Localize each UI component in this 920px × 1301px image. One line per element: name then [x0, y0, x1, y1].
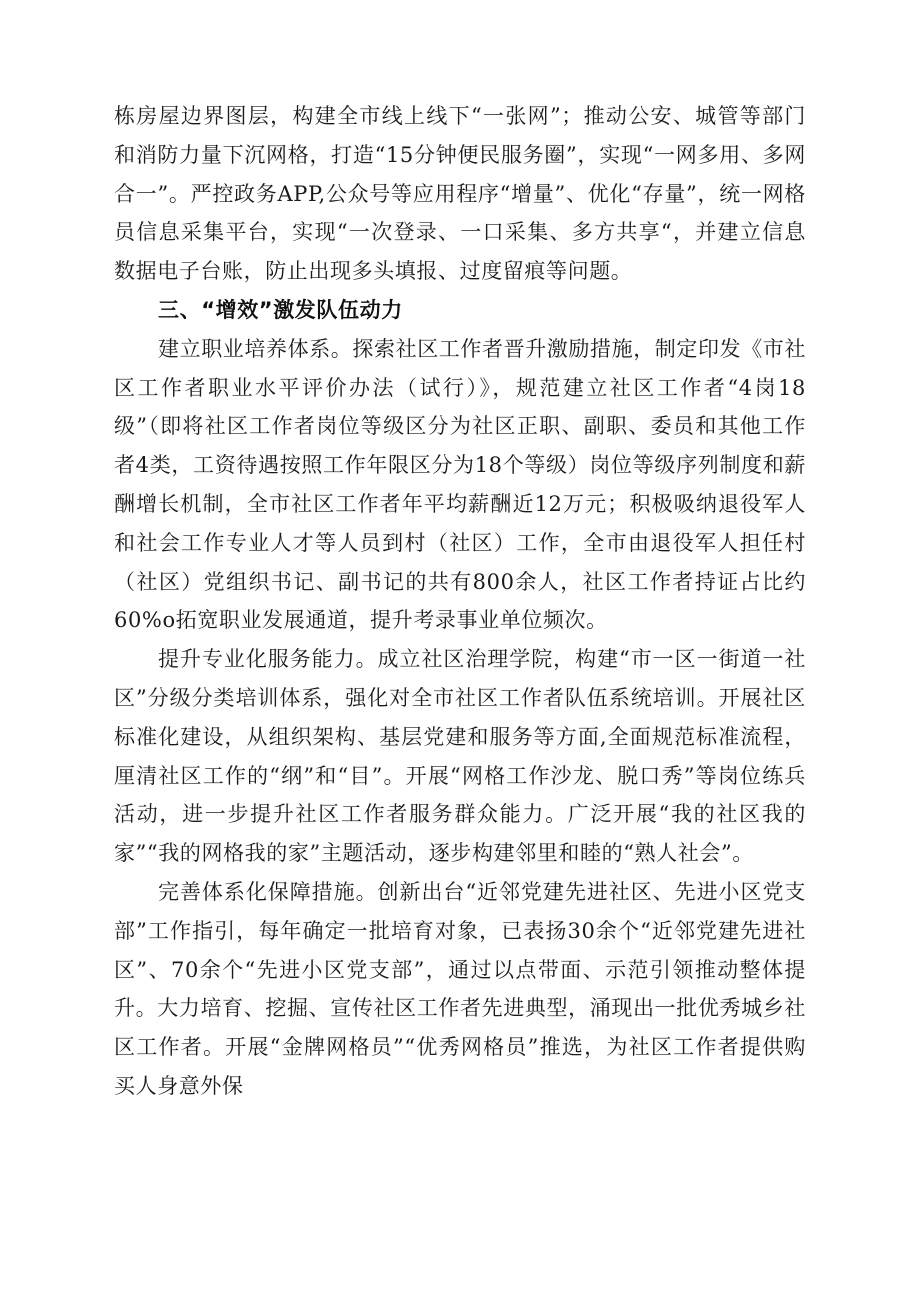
paragraph-career-training: 建立职业培养体系。探索社区工作者晋升激励措施，制定印发《市社区工作者职业水平评价办法（试行）》，规范建立社区工作者“4岗18级”（即将社区工作者岗位等级区分为社区正职、副职、委员和其他工作者4类，工资待遇按照工作年限区分为18个等级）岗位等级序列制度和薪酬增长机制，全市社区工作者年平均薪酬近12万元；积极吸纳退役军人和社会工作专业人才等人员到村（社区）工作，全市由退役军人担任村（社区）党组织书记、副书记的共有800余人，社区工作者持证占比约60%o拓宽职业发展通道，提升考录事业单位频次。 — [114, 336, 806, 633]
document-body — [114, 97, 806, 1106]
paragraph-support-measures: 完善体系化保障措施。创新出台“近邻党建先进社区、先进小区党支部”工作指引，每年确定一批培育对象，已表扬30余个“近邻党建先进社区”、70余个“先进小区党支部”，通过以点带面、示范引领推动整体提升。大力培育、挖掘、宣传社区工作者先进典型，涌现出一批优秀城乡社区工作者。开展“金牌网格员”“优秀网格员”推选，为社区工作者提供购买人身意外保 — [114, 879, 806, 1098]
paragraph-professional-service: 提升专业化服务能力。成立社区治理学院，构建“市一区一街道一社区”分级分类培训体系，强化对全市社区工作者队伍系统培训。开展社区标准化建设，从组织架构、基层党建和服务等方面,全面规范标准流程，厘清社区工作的“纲”和“目”。开展“网格工作沙龙、脱口秀”等岗位练兵活动，进一步提升社区工作者服务群众能力。广泛开展“我的社区我的家”“我的网格我的家”主题活动，逐步构建邻里和睦的“熟人社会”。 — [114, 647, 806, 866]
paragraph-grid-network: 栋房屋边界图层，构建全市线上线下“一张网”；推动公安、城管等部门和消防力量下沉网格，打造“15分钟便民服务圈”，实现“一网多用、多网合一”。严控政务APP,公众号等应用程序“增量”、优化“存量”，统一网格员信息采集平台，实现“一次登录、一口采集、多方共享“，并建立信息数据电子台账，防止出现多头填报、过度留痕等问题。 — [114, 104, 806, 284]
section-heading-efficiency: 三、“增效”激发队伍动力 — [158, 297, 403, 322]
